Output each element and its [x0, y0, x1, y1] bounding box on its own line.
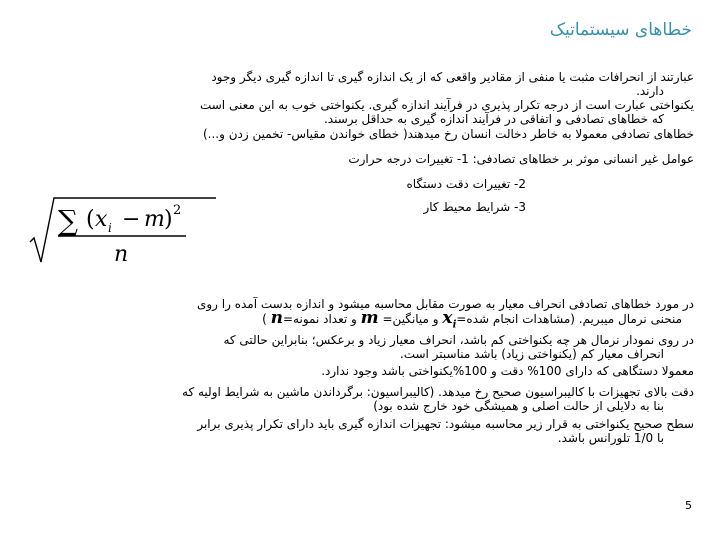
paragraph-normal-curve — [223, 333, 694, 361]
symbol-n: n — [270, 308, 283, 328]
formula-x: x — [95, 207, 108, 232]
close-paren: ) — [164, 207, 173, 232]
sum-symbol: ∑ — [58, 204, 78, 237]
paragraph-line: با 1/0 تلورانس باشد. — [557, 431, 664, 445]
paragraph-uniformity — [200, 98, 694, 126]
paragraph-line: یکنواختی عبارت است از درجه تکرار پذیری در فرآیند اندازه گیری. یکنواختی خوب به این معنی است — [199, 98, 694, 112]
paragraph-definition — [211, 70, 694, 98]
formula-subscript-i: i — [108, 221, 112, 235]
paragraph-line: عبارتند از انحرافات مثبت یا منفی از مقادیر واقعی که از یک اندازه گیری تا اندازه گیری دیگر وجود — [211, 70, 694, 84]
open-paren: ( — [86, 207, 95, 232]
paragraph-line: دارند. — [636, 84, 664, 98]
paragraph-line: انحراف معیار کم (یکنواختی زیاد) باشد مناسبتر است. — [399, 347, 664, 361]
paragraph-ideal-device: معمولا دستگاهی که دارای 100% دقت و 100%یکنواختی باشد وجود ندارد. — [321, 364, 694, 378]
paragraph-non-human-factors: عوامل غیر انسانی موثر بر خطاهای تصادفی: 1- تغییرات درجه حرارت — [348, 152, 694, 166]
formula-power: 2 — [173, 203, 182, 218]
paragraph-std-deviation — [197, 297, 694, 332]
page-number: 5 — [685, 499, 692, 512]
paragraph-uniformity-level — [197, 417, 694, 445]
symbol-m: m — [360, 308, 379, 328]
paragraph-line: در روی نمودار نرمال هر چه یکنواختی کم باشد، انحراف معیار زیاد و برعکس؛ بنابراین حالتی که — [223, 333, 694, 347]
paragraph-line: بنا به دلایلی از حالت اصلی و همیشگی خود خارج شده بود) — [373, 399, 664, 413]
symbol-xi: $x_i$ — [442, 308, 457, 331]
paragraph-random-errors: خطاهای تصادفی معمولا به خاطر دخالت انسان رخ میدهند( خطای خواندن مقیاس- تخمین زدن و...) — [202, 127, 694, 141]
factor-item-3: 3- شرایط محیط کار — [423, 200, 526, 214]
paragraph-line: که خطاهای تصادفی و اتفاقی در فرآیند اندازه گیری به حداقل برسند. — [323, 112, 664, 126]
formula-denominator: n — [114, 242, 129, 267]
factor-item-2: 2- تغییرات دقت دستگاه — [406, 177, 526, 191]
paragraph-line: سطح صحیح یکنواختی به قرار زیر محاسبه میشود: تجهیزات اندازه گیری باید دارای تکرار پذیری برابر — [197, 417, 694, 431]
slide-title: خطاهای سیستماتیک — [549, 20, 692, 40]
paragraph-calibration — [182, 385, 694, 413]
formula-minus: − — [122, 207, 141, 232]
paragraph-line-symbols: منحنی نرمال میبریم. (مشاهدات انجام $شده=x_i$ و میانگین= m و تعداد نمونه=n ) — [262, 308, 682, 331]
standard-deviation-formula — [28, 192, 218, 267]
paragraph-line: در مورد خطاهای تصادفی انحراف معیار به صورت مقابل محاسبه میشود و اندازه بدست آمده را روی — [196, 297, 694, 311]
formula-m: m — [144, 207, 165, 232]
paragraph-line: دقت بالای تجهیزات با کالیبراسیون صحیح رخ میدهد. (کالیبراسیون: برگرداندن ماشین به شرایط اولیه که — [182, 385, 694, 399]
